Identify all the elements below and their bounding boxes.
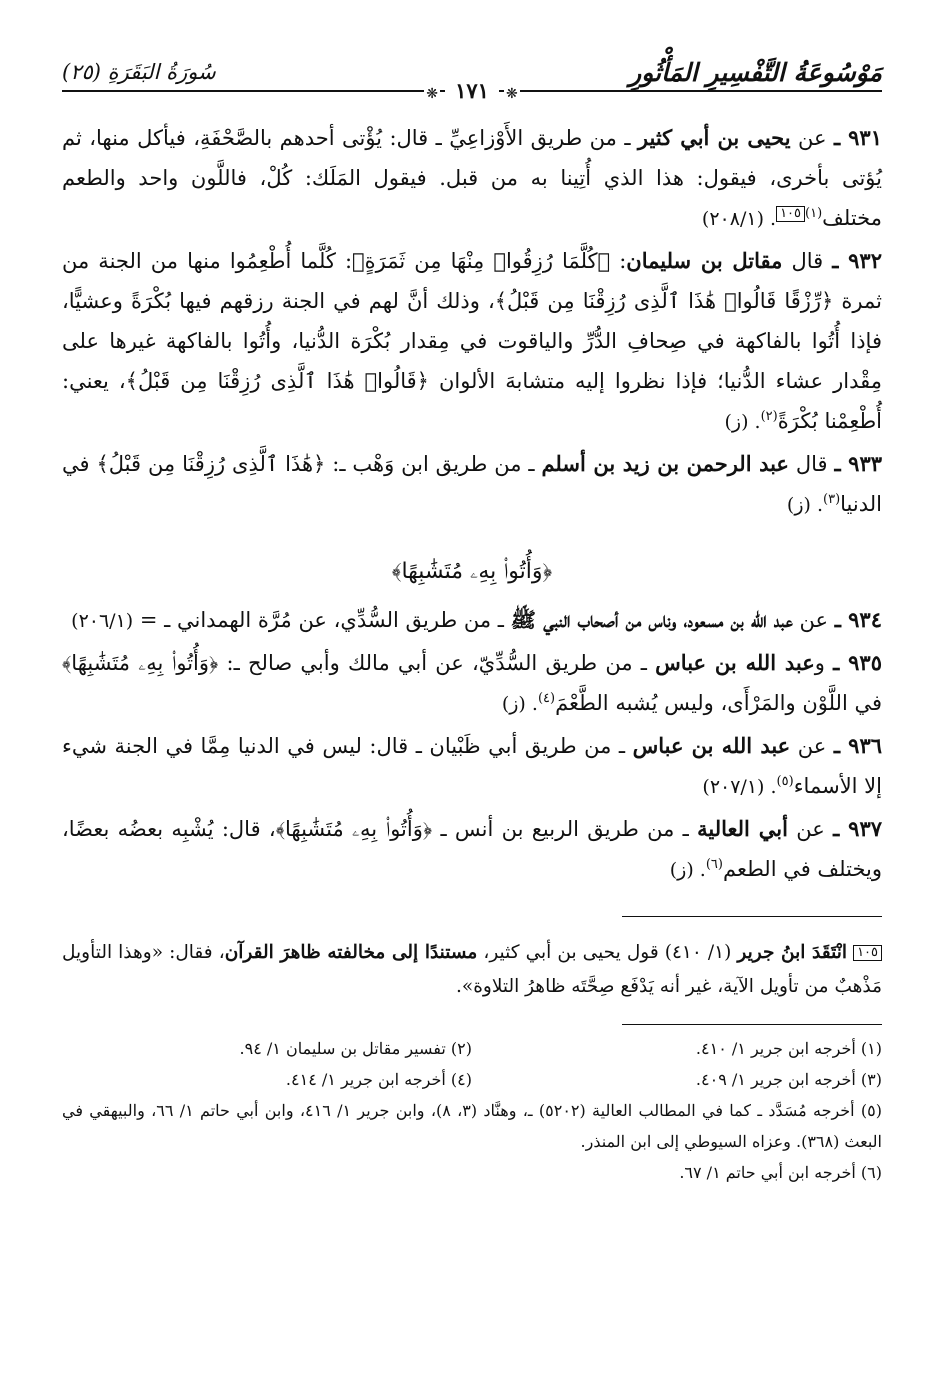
quran-quote: ﴿هَٰذَا ٱلَّذِى رُزِقْنَا مِن قَبْلُ﴾ bbox=[96, 452, 326, 476]
narrator-name: مقاتل بن سليمان bbox=[626, 248, 783, 273]
entry-932 bbox=[62, 241, 882, 442]
entry-text: ـ من طريق السُّدِّيّ، عن أبي مالك وأبي صالح ـ: bbox=[218, 651, 656, 675]
volume-reference: (٢٠٦/١) bbox=[71, 610, 134, 632]
entry-text: في اللَّوْن والمَرْأَى، وليس يُشبه الطَّعْمَ bbox=[555, 691, 882, 715]
book-title: مَوْسُوعَةُ التَّفْسِيرِ المَأْثُورِ bbox=[629, 58, 882, 87]
footnote-row bbox=[62, 1033, 882, 1064]
entry-933 bbox=[62, 444, 882, 525]
volume-reference: . (٢٠٨/١) bbox=[701, 208, 777, 230]
entry-text: عن bbox=[790, 734, 834, 758]
footnote-5: (٥) أخرجه مُسَدَّد ـ كما في المطالب العالية (٥٢٠٢) ـ، وهنَّاد (٣، ٨)، وابن جرير ١/ ٤١٦، وابن أبي حاتم ١/ ٦٦، والبيهقي في البعث (٣٦٨). وعزاه السيوطي إلى ابن المنذر. bbox=[62, 1100, 883, 1151]
main-text bbox=[62, 118, 882, 1188]
entry-text: ـ من طريق الأَوْزاعِيِّ ـ قال: يُؤْتى أحدهم بالصَّحْفَةِ، فيأكل منها، ثم يُؤتى بأخرى، فيقول: هذا الذي أُتِينا به من قبل. فيقول المَلَك: كُلْ، فاللَّون واحد والطعم مختلف bbox=[62, 126, 882, 230]
verse-heading: ﴿وَأُتُوا۟ بِهِۦ مُتَشَٰبِهًا﴾ bbox=[391, 559, 553, 584]
entry-937 bbox=[62, 809, 882, 890]
entry-number: ٩٣٧ ـ bbox=[833, 816, 883, 841]
entry-text: ـ من طريق ابن وَهْب ـ: bbox=[325, 452, 542, 476]
footnote-row bbox=[62, 1064, 882, 1095]
entry-935 bbox=[62, 643, 882, 724]
entry-number: ٩٣٤ ـ bbox=[834, 607, 882, 632]
editor-note-ref[interactable]: ١٠٥ bbox=[776, 206, 805, 222]
quran-quote: ﴿وَأُتُوا۟ بِهِۦ مُتَشَٰبِهًا﴾ bbox=[62, 651, 219, 675]
narrator-name: عبد الرحمن بن زيد بن أسلم bbox=[541, 451, 789, 476]
editor-note-separator bbox=[622, 916, 882, 917]
entry-text: عن bbox=[788, 817, 834, 841]
entry-number: ٩٣٣ ـ bbox=[834, 451, 883, 476]
footnote-4: (٤) أخرجه ابن جرير ١/ ٤١٤. bbox=[285, 1069, 472, 1089]
entry-text: ، يعني: أُطْعِمْنا بُكْرَةً bbox=[62, 369, 882, 433]
book-page bbox=[62, 42, 882, 1332]
quran-quote: ﴿رِّزْقًا قَالُوا۟ هَٰذَا ٱلَّذِى رُزِقْنَا مِن قَبْلُ﴾ bbox=[494, 289, 834, 313]
editor-note bbox=[62, 936, 882, 1004]
entry-text: قال bbox=[782, 249, 833, 273]
footnote-separator bbox=[622, 1024, 882, 1025]
entry-text: : كُلَّما أُطْعِمُوا منها من الجنة من ثمرة bbox=[62, 249, 883, 313]
quran-quote: ﴿قَالُوا۟ هَٰذَا ٱلَّذِى رُزِقْنَا مِن قَبْلُ﴾ bbox=[125, 369, 429, 393]
footnote-ref[interactable]: (١) bbox=[805, 206, 823, 221]
entry-number: ٩٣١ ـ bbox=[833, 125, 882, 150]
footnote-6: (٦) أخرجه ابن أبي حاتم ١/ ٦٧. bbox=[679, 1162, 882, 1182]
entry-text: و bbox=[814, 651, 834, 675]
volume-reference: . (ز) bbox=[501, 693, 538, 715]
entry-text: : bbox=[610, 249, 627, 273]
page-header bbox=[62, 42, 882, 104]
editor-note-text: ، فقال: «وهذا التأويل مَذْهبٌ من تأويل الآية، غير أنه يَدْفَع صِحَّتَه ظاهرُ التلاوة». bbox=[62, 941, 882, 997]
footnote-2: (٢) تفسير مقاتل بن سليمان ١/ ٩٤. bbox=[239, 1038, 472, 1058]
entry-text: في الدنيا bbox=[62, 452, 882, 516]
footnotes bbox=[62, 1033, 882, 1188]
entry-text: عن bbox=[792, 608, 835, 632]
entry-text: ـ من طريق أبي ظَبْيان ـ قال: ليس في الدنيا مِمَّا في الجنة شيء إلا الأسماء bbox=[62, 734, 882, 798]
footnote-ref[interactable]: (٤) bbox=[537, 691, 556, 706]
footnote-1: (١) أخرجه ابن جرير ١/ ٤١٠. bbox=[695, 1038, 882, 1058]
volume-reference: . (٢٠٧/١) bbox=[702, 776, 777, 798]
entry-931 bbox=[62, 118, 882, 239]
volume-reference: . (ز) bbox=[669, 859, 706, 881]
narrator-name: عبد الله بن عباس bbox=[632, 733, 791, 758]
narrator-name: عبد الله بن عباس bbox=[655, 650, 815, 675]
editor-note-emphasis: مستندًا إلى مخالفته ظاهرَ القرآن bbox=[224, 941, 478, 963]
entry-text: ـ من طريق الربيع بن أنس ـ bbox=[432, 817, 698, 841]
footnote-ref[interactable]: (٥) bbox=[776, 774, 794, 789]
ornament-icon: ❋ bbox=[506, 86, 518, 102]
entry-text: قال bbox=[788, 452, 835, 476]
entry-text: ، وذلك أنَّ لهم في الجنة رزقهم فيها بُكْرَةً وعشيًّا، فإذا أُتُوا بالفاكهة في صِحافِ الدُّرِّ والياقوت في مِقدار بُكْرَة الدُّنيا، وأُتُوا بالفاكهة غيرها على مِقْدار عشاء الدُّنيا؛ فإذا نظروا إليه متشابهَ الألوان bbox=[62, 289, 882, 393]
editor-note-lead: انْتَقَدَ ابنُ جرير bbox=[737, 941, 847, 963]
volume-reference: . (ز) bbox=[724, 411, 761, 433]
entry-number: ٩٣٢ ـ bbox=[832, 248, 882, 273]
quran-quote: ﴿كُلَّمَا رُزِقُوا۟ مِنْهَا مِن ثَمَرَةٍ﴾ bbox=[352, 249, 611, 273]
entry-936 bbox=[62, 726, 882, 807]
quran-quote: ﴿وَأُتُوا۟ بِهِۦ مُتَشَٰبِهًا﴾ bbox=[275, 817, 433, 841]
entry-text: عن bbox=[790, 126, 834, 150]
volume-reference: . (ز) bbox=[786, 494, 824, 516]
surah-label: سُورَةُ البَقَرَةِ (٢٥) bbox=[62, 60, 216, 84]
editor-note-text: (١/ ٤١٠) قول يحيى بن أبي كثير، bbox=[477, 941, 738, 963]
narrator-name: أبي العالية bbox=[697, 816, 788, 841]
footnote-ref[interactable]: (٢) bbox=[760, 409, 778, 424]
entry-number: ٩٣٦ ـ bbox=[833, 733, 883, 758]
narrator-name: يحيى بن أبي كثير bbox=[637, 125, 791, 150]
entry-text: ـ من طريق السُّدِّي، عن مُرَّة الهمداني ـ = bbox=[133, 608, 511, 632]
editor-note-number: ١٠٥ bbox=[853, 945, 882, 961]
page-number: ١٧١ bbox=[445, 78, 499, 103]
footnote-ref[interactable]: (٣) bbox=[823, 492, 841, 507]
narrator-name: عبد الله بن مسعود، وناس من أصحاب النبي ﷺ bbox=[510, 607, 793, 632]
page-number-block bbox=[62, 78, 882, 103]
footnote-3: (٣) أخرجه ابن جرير ١/ ٤٠٩. bbox=[695, 1069, 882, 1089]
entry-text: ، قال: يُشْبِه بعضُه بعضًا، ويختلف في الطعم bbox=[62, 817, 882, 881]
entry-number: ٩٣٥ ـ bbox=[833, 650, 882, 675]
footnote-ref[interactable]: (٦) bbox=[705, 857, 723, 872]
entry-934 bbox=[62, 600, 882, 641]
ornament-icon: ❋ bbox=[426, 86, 438, 102]
